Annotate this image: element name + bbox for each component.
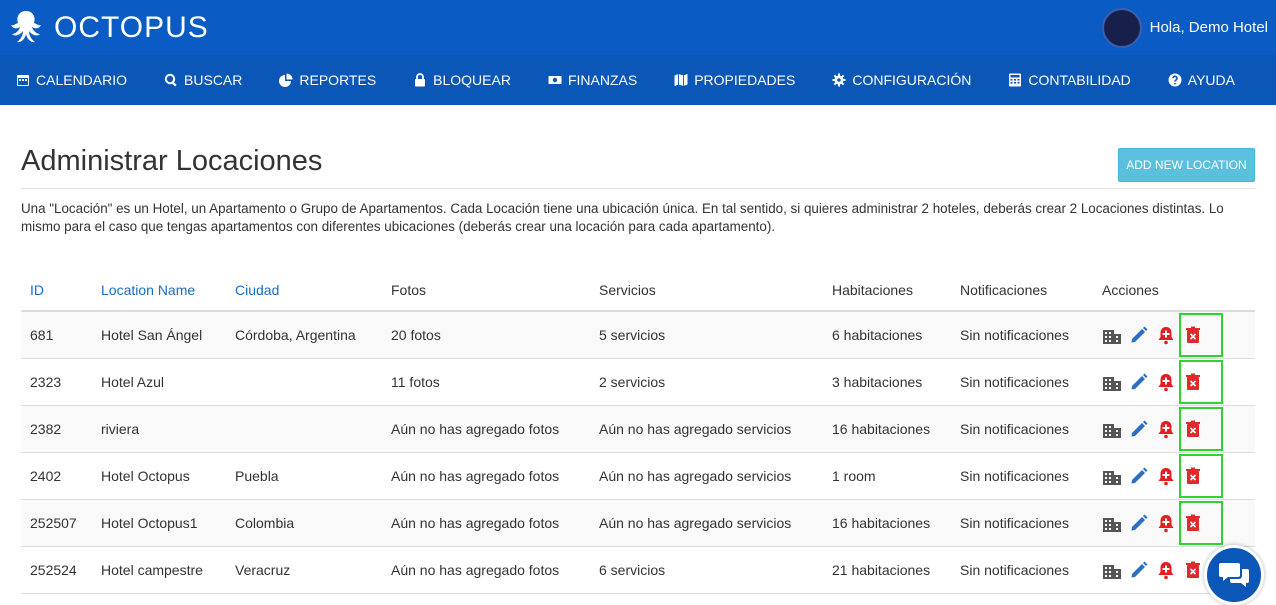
cell-id: 2323 (30, 374, 62, 390)
trash-icon (1185, 326, 1201, 344)
nav-label: PROPIEDADES (694, 72, 796, 88)
table-header (21, 270, 1255, 312)
question-icon (1168, 73, 1182, 87)
add-notification-bell-icon[interactable] (1156, 419, 1176, 439)
nav-label: BUSCAR (184, 72, 243, 88)
add-notification-bell-icon[interactable] (1156, 466, 1176, 486)
edit-pencil-icon[interactable] (1129, 560, 1149, 580)
nav-label: FINANZAS (567, 72, 638, 88)
nav-calendario[interactable] (16, 72, 127, 88)
nav-label: CONFIGURACIÓN (852, 72, 972, 88)
brand[interactable] (0, 8, 209, 48)
header-notificaciones: Notificaciones (960, 282, 1048, 298)
table-row (21, 312, 1255, 359)
trash-icon (1185, 561, 1201, 579)
cell-habitaciones: 21 habitaciones (832, 562, 931, 578)
cell-id: 681 (30, 327, 54, 343)
building-icon[interactable] (1102, 466, 1122, 486)
trash-icon (1185, 420, 1201, 438)
locations-table (21, 270, 1255, 594)
cell-location-name: Hotel Octopus (101, 468, 190, 484)
nav-propiedades[interactable] (674, 72, 795, 88)
calendar-icon (16, 73, 30, 87)
cell-servicios: 5 servicios (599, 327, 666, 343)
cell-servicios: Aún no has agregado servicios (599, 515, 792, 531)
nav-finanzas[interactable] (548, 72, 637, 88)
user-menu[interactable] (1102, 8, 1276, 48)
lock-icon (413, 73, 427, 87)
header-servicios: Servicios (599, 282, 656, 298)
edit-pencil-icon[interactable] (1129, 372, 1149, 392)
header-fotos: Fotos (391, 282, 427, 298)
cell-ciudad: Colombia (235, 515, 295, 531)
cell-ciudad: Córdoba, Argentina (235, 327, 356, 343)
brand-name: OCTOPUS (54, 10, 209, 44)
cell-habitaciones: 16 habitaciones (832, 421, 931, 437)
nav-label: BLOQUEAR (433, 72, 511, 88)
map-icon (674, 73, 688, 87)
cell-notificaciones: Sin notificaciones (960, 327, 1069, 343)
header-acciones: Acciones (1102, 282, 1159, 298)
nav-ayuda[interactable] (1168, 72, 1235, 88)
add-notification-bell-icon[interactable] (1156, 325, 1176, 345)
nav-label: CALENDARIO (36, 72, 128, 88)
trash-icon (1185, 514, 1201, 532)
page-description: Una "Locación" es un Hotel, un Apartamento o Grupo de Apartamentos. Cada Locación tiene una ubicación única. En tal sentido, si quieres administrar 2 hoteles, deberás crear 2 Locaciones distintas. Lo mismo para el caso que tengas apartamentos con diferentes ubicaciones (deberás crear una locación para cada apartamento). (21, 201, 1224, 234)
cell-id: 2382 (30, 421, 62, 437)
cell-ciudad: Veracruz (235, 562, 291, 578)
trash-icon (1185, 467, 1201, 485)
nav-buscar[interactable] (164, 72, 242, 88)
user-greeting[interactable]: Hola, Demo Hotel (1149, 19, 1268, 36)
nav-label: CONTABILIDAD (1028, 72, 1131, 88)
nav-configuracion[interactable] (832, 72, 971, 88)
table-row (21, 547, 1255, 594)
row-actions (1102, 454, 1255, 498)
delete-location-button[interactable] (1179, 407, 1223, 451)
cell-notificaciones: Sin notificaciones (960, 562, 1069, 578)
money-icon (548, 73, 562, 87)
add-notification-bell-icon[interactable] (1156, 372, 1176, 392)
table-row (21, 500, 1255, 547)
nav-bloquear[interactable] (413, 72, 511, 88)
nav-contabilidad[interactable] (1008, 72, 1130, 88)
cell-notificaciones: Sin notificaciones (960, 374, 1069, 390)
building-icon[interactable] (1102, 513, 1122, 533)
search-icon (164, 73, 178, 87)
row-actions (1102, 313, 1255, 357)
row-actions (1102, 360, 1255, 404)
delete-location-button[interactable] (1179, 360, 1223, 404)
cell-servicios: Aún no has agregado servicios (599, 421, 792, 437)
cell-location-name: Hotel San Ángel (101, 327, 203, 343)
delete-location-button[interactable] (1179, 454, 1223, 498)
cell-notificaciones: Sin notificaciones (960, 468, 1069, 484)
top-header (0, 0, 1276, 55)
building-icon[interactable] (1102, 372, 1122, 392)
cell-id: 252524 (30, 562, 77, 578)
trash-icon (1185, 373, 1201, 391)
pie-chart-icon (279, 73, 293, 87)
cell-notificaciones: Sin notificaciones (960, 515, 1069, 531)
cell-fotos: Aún no has agregado fotos (391, 562, 560, 578)
avatar-image (1105, 11, 1139, 45)
delete-location-button[interactable] (1179, 313, 1223, 357)
add-notification-bell-icon[interactable] (1156, 560, 1176, 580)
cell-location-name: Hotel Azul (101, 374, 165, 390)
edit-pencil-icon[interactable] (1129, 419, 1149, 439)
cell-servicios: Aún no has agregado servicios (599, 468, 792, 484)
cell-habitaciones: 6 habitaciones (832, 327, 923, 343)
divider (21, 188, 1255, 189)
cell-fotos: Aún no has agregado fotos (391, 421, 560, 437)
nav-label: AYUDA (1187, 72, 1235, 88)
add-new-location-button[interactable]: ADD NEW LOCATION (1118, 148, 1255, 182)
cell-location-name: Hotel Octopus1 (101, 515, 198, 531)
cell-notificaciones: Sin notificaciones (960, 421, 1069, 437)
delete-location-button[interactable] (1179, 501, 1223, 545)
building-icon[interactable] (1102, 419, 1122, 439)
cell-habitaciones: 1 room (832, 468, 876, 484)
cell-fotos: 20 fotos (391, 327, 441, 343)
edit-pencil-icon[interactable] (1129, 513, 1149, 533)
cell-location-name: Hotel campestre (101, 562, 203, 578)
header-id[interactable]: ID (30, 282, 44, 298)
header-location-name[interactable]: Location Name (101, 282, 196, 298)
octopus-logo-icon (6, 8, 46, 48)
cell-habitaciones: 16 habitaciones (832, 515, 931, 531)
chat-button[interactable] (1204, 545, 1264, 605)
add-notification-bell-icon[interactable] (1156, 513, 1176, 533)
cell-location-name: riviera (101, 421, 140, 437)
cell-servicios: 6 servicios (599, 562, 666, 578)
cell-ciudad: Puebla (235, 468, 279, 484)
page-title: Administrar Locaciones (21, 145, 323, 177)
gear-icon (832, 73, 846, 87)
cell-id: 2402 (30, 468, 62, 484)
nav-label: REPORTES (299, 72, 377, 88)
table-body (21, 312, 1255, 594)
cell-fotos: Aún no has agregado fotos (391, 515, 560, 531)
row-actions (1102, 407, 1255, 451)
calculator-icon (1008, 73, 1022, 87)
cell-fotos: 11 fotos (391, 374, 440, 390)
edit-pencil-icon[interactable] (1129, 466, 1149, 486)
table-row (21, 406, 1255, 453)
row-actions (1102, 501, 1255, 545)
header-ciudad[interactable]: Ciudad (235, 282, 280, 298)
main-nav (0, 55, 1276, 105)
cell-habitaciones: 3 habitaciones (832, 374, 923, 390)
header-habitaciones: Habitaciones (832, 282, 913, 298)
cell-id: 252507 (30, 515, 77, 531)
chat-icon (1218, 561, 1250, 589)
cell-fotos: Aún no has agregado fotos (391, 468, 560, 484)
building-icon[interactable] (1102, 560, 1122, 580)
cell-servicios: 2 servicios (599, 374, 666, 390)
table-row (21, 359, 1255, 406)
avatar[interactable] (1102, 8, 1142, 48)
building-icon[interactable] (1102, 325, 1122, 345)
nav-reportes[interactable] (279, 72, 376, 88)
edit-pencil-icon[interactable] (1129, 325, 1149, 345)
table-row (21, 453, 1255, 500)
